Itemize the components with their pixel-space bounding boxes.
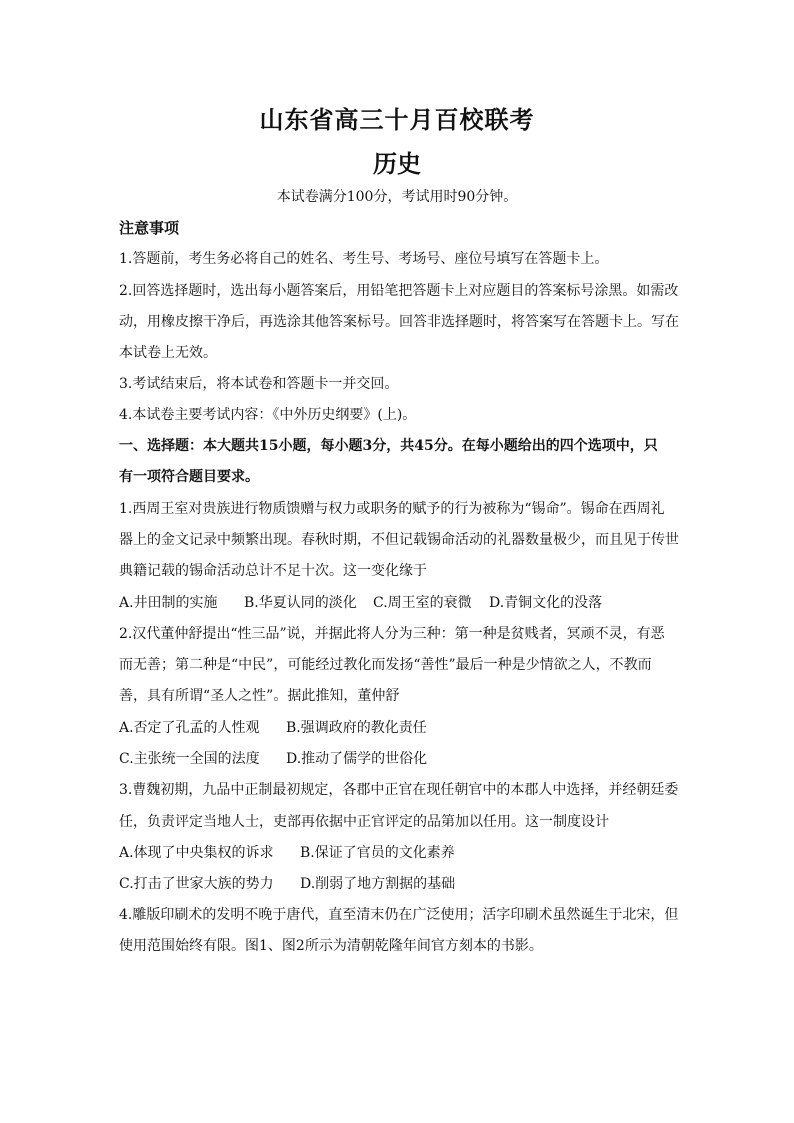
notice-line: 2.回答选择题时，选出每小题答案后，用铅笔把答题卡上对应题目的答案标号涂黑。如需改 (119, 283, 679, 299)
q2-option-a: A.否定了孔孟的人性观 (119, 720, 260, 736)
q1-option-d: D.青铜文化的没落 (489, 595, 603, 611)
section-heading: 一、选择题：本大题共15小题，每小题3分，共45分。在每小题给出的四个选项中，只 (119, 438, 658, 454)
notice-heading: 注意事项 (119, 219, 180, 237)
exam-title: 山东省高三十月百校联考 (259, 105, 535, 134)
exam-info: 本试卷满分100分，考试用时90分钟。 (276, 189, 518, 205)
section-heading: 有一项符合题目要求。 (119, 469, 259, 485)
notice-line: 3.考试结束后，将本试卷和答题卡一并交回。 (119, 376, 399, 392)
q3-option-b: B.保证了官员的文化素养 (300, 845, 455, 861)
q2-option-d: D.推动了儒学的世俗化 (286, 751, 428, 767)
question-2-text: 而无善；第二种是“中民”，可能经过教化而发扬“善性”最后一种是少情欲之人，不教而 (119, 657, 652, 673)
question-3-text: 任，负责评定当地人士，吏部再依据中正官评定的品第加以任用。这一制度设计 (119, 814, 609, 830)
question-3-text: 3.曹魏初期，九品中正制最初规定，各郡中正官在现任朝官中的本郡人中选择，并经朝廷委 (119, 782, 679, 798)
notice-line: 1.答题前，考生务必将自己的姓名、考生号、考场号、座位号填写在答题卡上。 (119, 251, 609, 267)
q1-option-c: C.周王室的衰微 (373, 595, 472, 611)
notice-line: 4.本试卷主要考试内容：《中外历史纲要》(上)。 (119, 407, 417, 423)
question-1-text: 典籍记载的锡命活动总计不足十次。这一变化缘于 (119, 563, 427, 579)
q2-option-b: B.强调政府的教化责任 (286, 720, 427, 736)
q3-option-d: D.削弱了地方割据的基础 (300, 876, 456, 892)
question-4-text: 使用范围始终有限。图1、图2所示为清朝乾隆年间官方刻本的书影。 (119, 938, 543, 954)
notice-line: 本试卷上无效。 (119, 345, 217, 361)
q2-option-c: C.主张统一全国的法度 (119, 751, 260, 767)
q1-option-a: A.井田制的实施 (119, 595, 218, 611)
question-2-text: 2.汉代董仲舒提出“性三品”说，并据此将人分为三种：第一种是贫贱者，冥顽不灵，有恶 (119, 626, 665, 642)
q1-option-b: B.华夏认同的淡化 (244, 595, 357, 611)
notice-line: 动，用橡皮擦干净后，再选涂其他答案标号。回答非选择题时，将答案写在答题卡上。写在 (119, 314, 679, 330)
subject-title: 历史 (373, 149, 421, 178)
question-1-text: 器上的金文记录中频繁出现。春秋时期，不但记载锡命活动的礼器数量极少，而且见于传世 (119, 532, 679, 548)
question-4-text: 4.雕版印刷术的发明不晚于唐代，直至清末仍在广泛使用；活字印刷术虽然诞生于北宋，但 (119, 907, 679, 923)
q3-option-c: C.打击了世家大族的势力 (119, 876, 274, 892)
question-2-text: 善，具有所谓“圣人之性”。据此推知，董仲舒 (119, 688, 400, 704)
q3-option-a: A.体现了中央集权的诉求 (119, 845, 274, 861)
question-1-text: 1.西周王室对贵族进行物质馈赠与权力或职务的赋予的行为被称为“锡命”。锡命在西周礼 (119, 501, 665, 517)
